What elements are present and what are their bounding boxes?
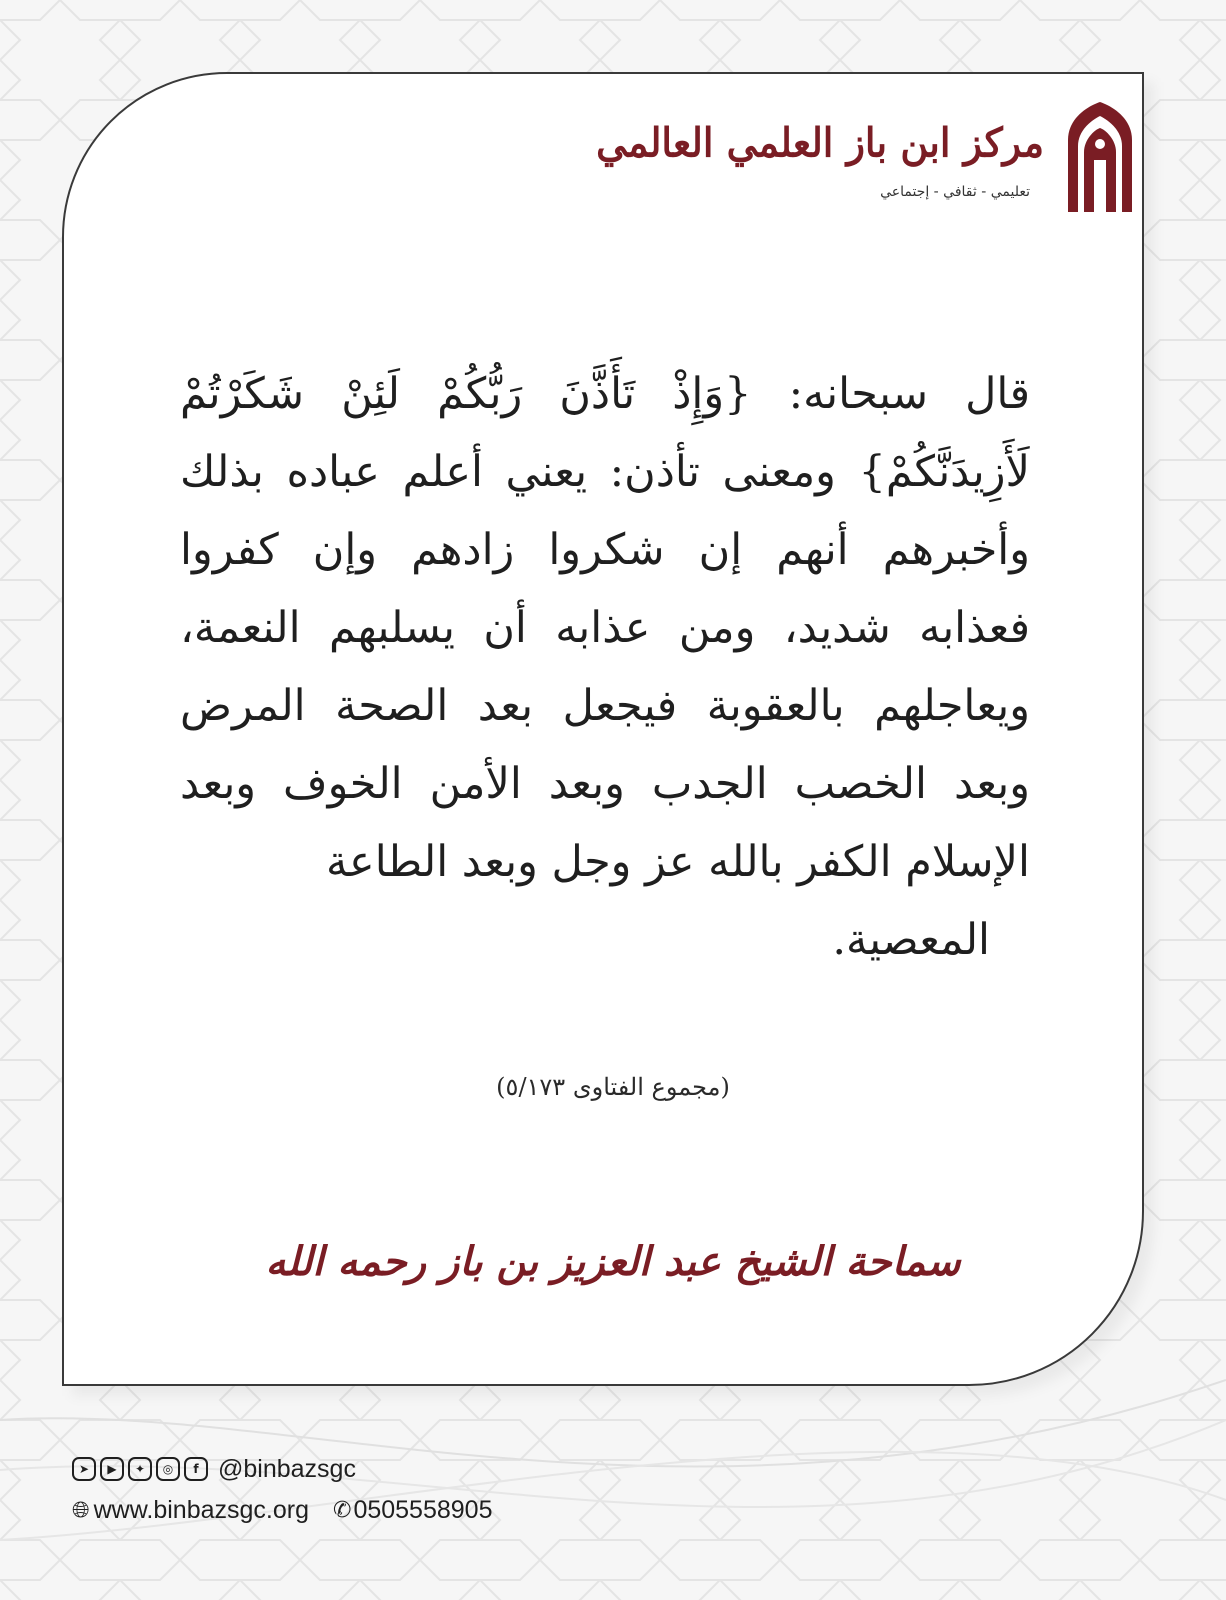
center-logo [596, 100, 1140, 220]
quote-text [180, 355, 1030, 979]
contact-row [72, 1490, 492, 1530]
quote-body: قال سبحانه: {وَإِذْ تَأَذَّنَ رَبُّكُمْ لَئِنْ شَكَرْتُمْ لَأَزِيدَنَّكُمْ} ومعنى تأذن: يعني أعلم عباده بذلك وأخبرهم أنهم إن شكروا زادهم وإن كفروا فعذابه شديد، ومن عذابه أن يسلبهم النعمة، ويعاجلهم بالعقوبة فيجعل بعد الصحة المرض وبعد الخصب الجدب وبعد الأمن الخوف وبعد الإسلام الكفر بالله عز وجل وبعد الطاعة [180, 369, 1030, 887]
youtube-icon[interactable]: ▶ [100, 1457, 124, 1481]
logo-subtitle: تعليمي - ثقافي - إجتماعي [880, 184, 1030, 200]
mosque-arch-icon [1060, 100, 1140, 212]
twitter-icon[interactable]: ✦ [128, 1457, 152, 1481]
telegram-icon[interactable]: ➤ [72, 1457, 96, 1481]
source-citation: (مجموع الفتاوى ٥/١٧٣) [496, 1073, 730, 1101]
signature-calligraphy: سماحة الشيخ عبد العزيز بن باز رحمه الله [265, 1238, 961, 1285]
quote-last-line: المعصية. [832, 915, 990, 965]
website-link[interactable]: www.binbazsgc.org [93, 1495, 309, 1524]
social-handle[interactable]: @binbazsgc [218, 1454, 356, 1483]
globe-icon: 🌐︎ [72, 1497, 90, 1523]
facebook-icon[interactable]: f [184, 1457, 208, 1481]
social-row [72, 1452, 492, 1486]
logo-title: مركز ابن باز العلمي العالمي [596, 118, 1044, 167]
instagram-icon[interactable]: ◎ [156, 1457, 180, 1481]
whatsapp-icon: ✆ [333, 1497, 352, 1523]
phone-number[interactable]: 0505558905 [353, 1495, 493, 1524]
footer [72, 1452, 492, 1530]
